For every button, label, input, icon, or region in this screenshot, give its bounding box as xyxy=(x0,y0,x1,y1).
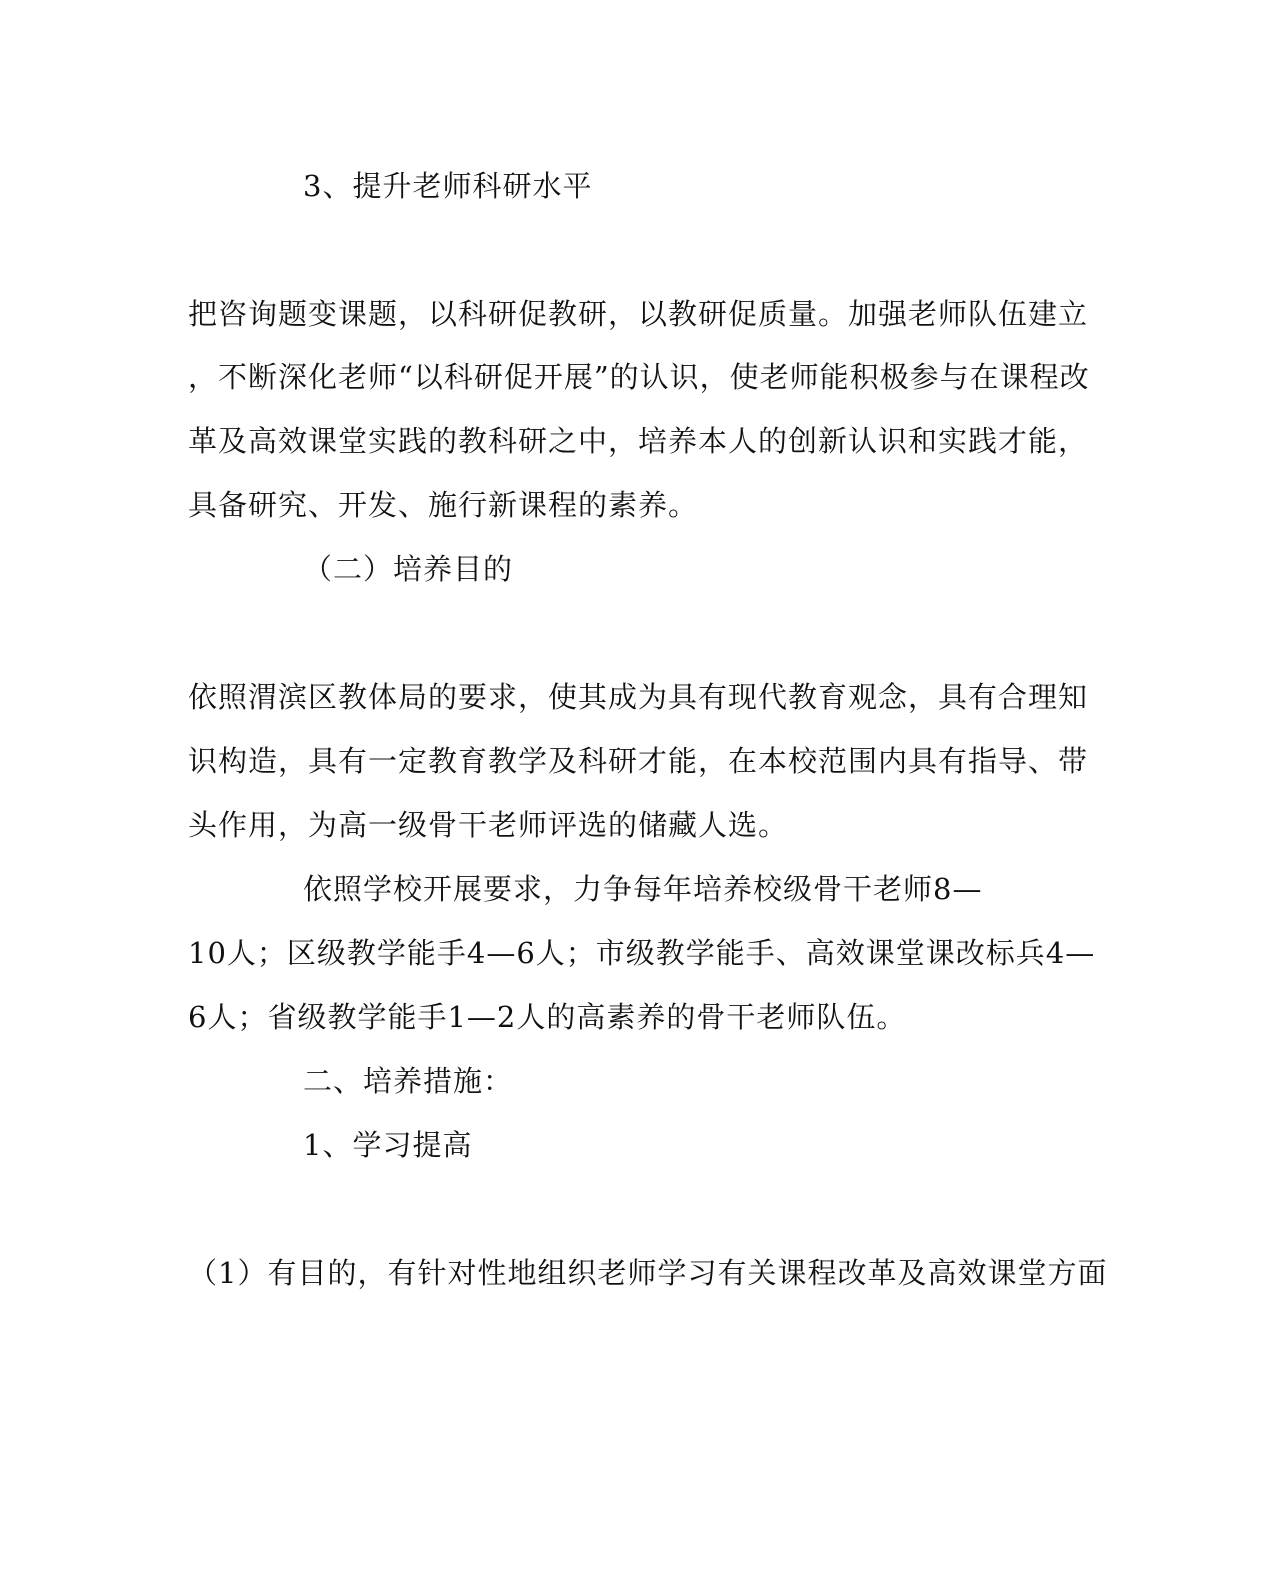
paragraph-line: 依照渭滨区教体局的要求，使其成为具有现代教育观念，具有合理知 xyxy=(188,680,1089,714)
paragraph-line: 具备研究、开发、施行新课程的素养。 xyxy=(188,488,699,522)
paragraph-line: 识构造，具有一定教育教学及科研才能，在本校范围内具有指导、带 xyxy=(188,744,1089,778)
section-heading-goals: （二）培养目的 xyxy=(303,552,514,586)
paragraph-line: ，不断深化老师“以科研促开展”的认识，使老师能积极参与在课程改 xyxy=(188,360,1090,394)
paragraph-line: 依照学校开展要求，力争每年培养校级骨干老师8— xyxy=(303,872,983,906)
subsection-heading-study: 1、学习提高 xyxy=(303,1128,473,1162)
section-heading-measures: 二、培养措施： xyxy=(303,1064,514,1098)
paragraph-line: 10人；区级教学能手4—6人；市级教学能手、高效课堂课改标兵4— xyxy=(188,936,1096,970)
paragraph-line: 6人；省级教学能手1—2人的高素养的骨干老师队伍。 xyxy=(188,1000,907,1034)
paragraph-line: 把咨询题变课题，以科研促教研，以教研促质量。加强老师队伍建立 xyxy=(188,297,1089,331)
paragraph-line: 头作用，为高一级骨干老师评选的储藏人选。 xyxy=(188,808,789,842)
paragraph-line: 革及高效课堂实践的教科研之中，培养本人的创新认识和实践才能， xyxy=(188,424,1089,458)
section-heading-research: 3、提升老师科研水平 xyxy=(303,169,593,203)
paragraph-line: （1）有目的，有针对性地组织老师学习有关课程改革及高效课堂方面 xyxy=(188,1256,1108,1290)
